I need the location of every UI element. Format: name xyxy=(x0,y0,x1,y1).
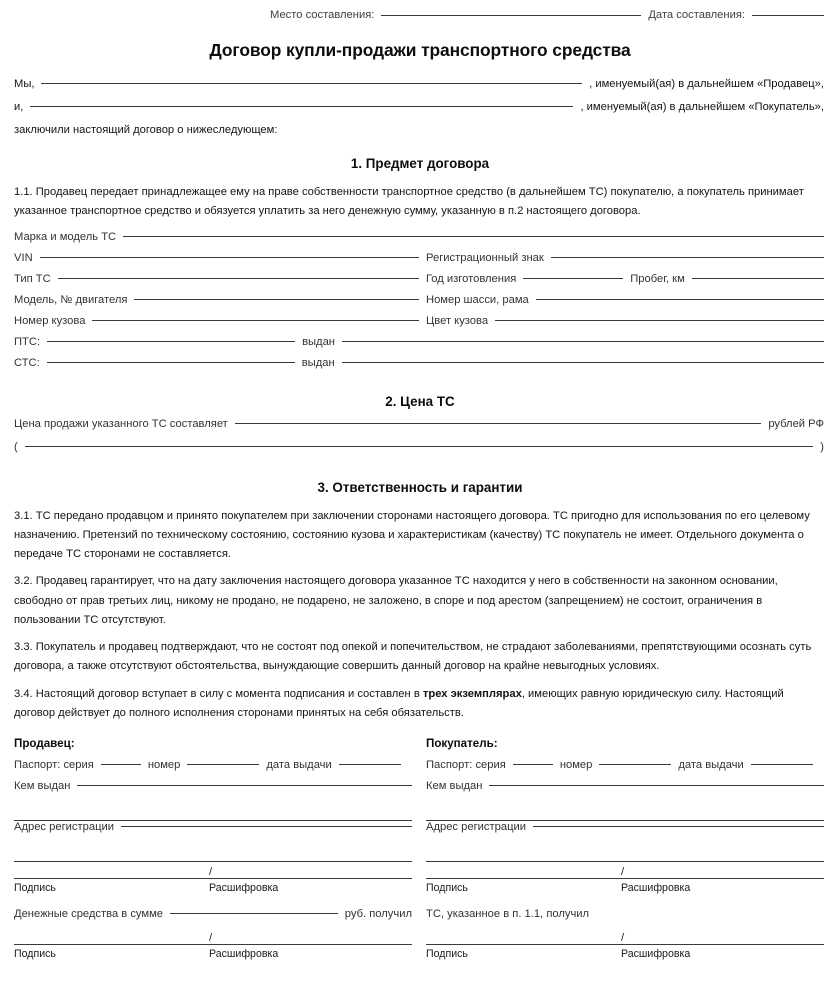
date-of-issue-label: Дата составления: xyxy=(648,9,745,21)
pts-issued-input[interactable] xyxy=(342,341,824,342)
money-receipt-captions xyxy=(14,948,412,960)
seller-issued-by-row-2 xyxy=(14,801,412,821)
seller-signature-block xyxy=(14,737,412,894)
vehicle-receipt-slash-separator: / xyxy=(621,932,625,945)
paren-open: ( xyxy=(14,440,18,453)
buyer-issued-by-label: Кем выдан xyxy=(426,780,483,793)
vehicle-received-label: ТС, указанное в п. 1.1, получил xyxy=(426,908,590,921)
seller-intro-row xyxy=(14,78,824,90)
clause-3-4-text xyxy=(0,685,840,724)
buyer-passport-number-input[interactable] xyxy=(599,764,671,765)
buyer-signature-caption: Подпись xyxy=(426,882,468,895)
body-color-input[interactable] xyxy=(495,320,824,321)
body-color-label: Цвет кузова xyxy=(426,314,489,327)
price-in-words-input[interactable] xyxy=(25,446,814,447)
vin-input[interactable] xyxy=(40,257,419,258)
buyer-address-row-2 xyxy=(426,842,824,862)
vehicle-receipt-block xyxy=(426,908,824,960)
price-amount-input[interactable] xyxy=(235,423,762,424)
buyer-designation-text: , именуемый(ая) в дальнейшем «Покупатель», xyxy=(580,101,824,113)
sts-input[interactable] xyxy=(47,362,295,363)
clause-3-3-text: 3.3. Покупатель и продавец подтверждают, что не состоят под опекой и попечительством, не страдают заболеваниями, препятствующими осознать суть договора, а также отсутствуют обстоятельства, вынуждающие совершить данный договор на крайне невыгодных условиях. xyxy=(14,641,812,673)
we-label: Мы, xyxy=(14,78,35,90)
buyer-name-field[interactable] xyxy=(30,106,573,107)
page-title: Договор купли-продажи транспортного средства xyxy=(209,40,631,60)
vehicle-receipt-signature-input[interactable] xyxy=(426,944,824,945)
vehicle-type-input[interactable] xyxy=(58,278,419,279)
section-2-title: 2. Цена ТС xyxy=(385,393,455,409)
buyer-issued-by-row xyxy=(426,780,824,801)
buyer-slash-separator: / xyxy=(621,866,625,879)
manufacture-year-label: Год изготовления xyxy=(426,272,517,285)
buyer-signature-input[interactable] xyxy=(426,878,824,879)
engine-model-number-input[interactable] xyxy=(134,299,419,300)
money-receipt-slash-separator: / xyxy=(209,932,213,945)
buyer-address-input[interactable] xyxy=(533,826,824,827)
seller-issued-by-input-2[interactable] xyxy=(14,820,412,821)
seller-passport-series-input[interactable] xyxy=(101,764,141,765)
seller-address-row-2 xyxy=(14,842,412,862)
money-receipt-decoding-caption: Расшифровка xyxy=(209,948,279,961)
pts-label: ПТС: xyxy=(14,335,41,348)
price-label: Цена продажи указанного ТС составляет xyxy=(14,417,228,430)
seller-passport-number-input[interactable] xyxy=(187,764,259,765)
seller-address-row xyxy=(14,821,412,842)
mileage-label: Пробег, км xyxy=(630,272,685,285)
make-model-label: Марка и модель ТС xyxy=(14,230,117,243)
seller-address-label: Адрес регистрации xyxy=(14,821,114,834)
mileage-input[interactable] xyxy=(692,278,824,279)
currency-label: рублей РФ xyxy=(768,417,824,430)
clause-3-2-text: 3.2. Продавец гарантирует, что на дату заключения настоящего договора указанное ТС находится у него в собственности на законном основании, свободно от прав третьих лиц, никому не продано, не подарено, не заложено, в споре и под арестом (запрещением) не состоит, ограничения в пользовании ТС отсутствуют. xyxy=(14,575,778,626)
field-row-type-year-mileage xyxy=(14,273,824,294)
money-receipt-block xyxy=(14,908,412,960)
body-number-label: Номер кузова xyxy=(14,314,86,327)
buyer-issue-date-label: дата выдачи xyxy=(678,759,744,772)
clause-3-1-text: 3.1. ТС передано продавцом и принято покупателем при заключении сторонами настоящего договора. ТС пригодно для использования по его целевому назначению. Претензий по техническому состоянию, состоянию кузова и характеристикам (качеству) ТС покупатель не имеет. Отдельного документа о передаче ТС сторонами не составляется. xyxy=(14,509,810,561)
seller-signature-caption: Подпись xyxy=(14,882,56,895)
clause-3-4-emphasis: трех экземплярах xyxy=(422,687,522,700)
make-model-input[interactable] xyxy=(123,236,824,237)
buyer-passport-series-input[interactable] xyxy=(513,764,553,765)
field-row-pts xyxy=(14,336,824,357)
parties-intro xyxy=(0,78,840,113)
section-1-title: 1. Предмет договора xyxy=(350,156,490,171)
seller-issue-date-label: дата выдачи xyxy=(266,759,332,772)
seller-issued-by-row xyxy=(14,780,412,801)
buyer-intro-row xyxy=(14,101,824,113)
buyer-issued-by-input[interactable] xyxy=(489,785,824,786)
chassis-number-input[interactable] xyxy=(536,299,824,300)
buyer-passport-number-label: номер xyxy=(559,759,593,772)
money-received-label: Денежные средства в сумме xyxy=(14,908,164,921)
buyer-signature-line xyxy=(426,862,824,879)
buyer-heading: Покупатель: xyxy=(426,737,498,751)
money-received-amount-input[interactable] xyxy=(170,913,338,914)
buyer-address-row xyxy=(426,821,824,842)
pts-issued-label: выдан xyxy=(302,335,335,348)
signature-blocks xyxy=(0,737,840,894)
registration-plate-input[interactable] xyxy=(551,257,824,258)
body-number-input[interactable] xyxy=(92,320,419,321)
intro-closing-text: заключили настоящий договор о нижеследующем: xyxy=(14,124,278,136)
place-of-issue-label: Место составления: xyxy=(270,9,375,21)
seller-heading: Продавец: xyxy=(14,737,75,751)
seller-signature-line xyxy=(14,862,412,879)
vehicle-receipt-row xyxy=(426,908,824,928)
vehicle-details-fields xyxy=(0,231,840,378)
clause-3-4-part-a: 3.4. Настоящий договор вступает в силу с момента подписания и составлен в xyxy=(14,687,423,700)
place-of-issue-field[interactable] xyxy=(381,15,641,16)
money-receipt-signature-input[interactable] xyxy=(14,944,412,945)
chassis-number-label: Номер шасси, рама xyxy=(426,293,529,306)
vin-label: VIN xyxy=(14,251,33,264)
vehicle-receipt-decoding-caption: Расшифровка xyxy=(621,948,691,961)
seller-slash-separator: / xyxy=(209,866,213,879)
field-row-engine-chassis xyxy=(14,294,824,315)
money-receipt-row xyxy=(14,908,412,928)
price-numeric-row xyxy=(14,418,824,441)
field-row-sts xyxy=(14,357,824,378)
seller-passport-label: Паспорт: серия xyxy=(14,759,94,772)
field-row-vin-plate xyxy=(14,252,824,273)
clause-1-1-text: 1.1. Продавец передает принадлежащее ему на праве собственности транспортное средство (в дальнейшем ТС) покупателю, а покупатель принимает указанное транспортное средство и обязуется уплатить за него денежную сумму, указанную в п.2 настоящего договора. xyxy=(14,186,804,218)
seller-name-field[interactable] xyxy=(41,83,582,84)
sts-label: СТС: xyxy=(14,356,40,369)
buyer-signature-block xyxy=(426,737,824,894)
and-label: и, xyxy=(14,101,24,113)
buyer-decoding-caption: Расшифровка xyxy=(621,882,691,895)
money-receipt-signature-caption: Подпись xyxy=(14,948,56,961)
buyer-issued-by-input-2[interactable] xyxy=(426,820,824,821)
seller-signature-captions xyxy=(14,882,412,894)
field-row-body-color xyxy=(14,315,824,336)
receipt-blocks xyxy=(0,908,840,960)
seller-address-input[interactable] xyxy=(121,826,412,827)
vehicle-receipt-signature-line xyxy=(426,928,824,945)
seller-passport-row xyxy=(14,759,412,780)
seller-passport-number-label: номер xyxy=(147,759,181,772)
vehicle-receipt-captions xyxy=(426,948,824,960)
seller-designation-text: , именуемый(ая) в дальнейшем «Продавец», xyxy=(589,78,824,90)
buyer-signature-captions xyxy=(426,882,824,894)
price-words-row xyxy=(14,441,824,464)
field-row-make-model xyxy=(14,231,824,252)
money-received-tail-label: руб. получил xyxy=(344,908,412,921)
date-of-issue-field[interactable] xyxy=(752,15,824,16)
buyer-passport-row xyxy=(426,759,824,780)
registration-plate-label: Регистрационный знак xyxy=(426,251,544,264)
seller-issue-date-input[interactable] xyxy=(339,764,401,765)
sts-issued-input[interactable] xyxy=(342,362,824,363)
pts-input[interactable] xyxy=(47,341,295,342)
manufacture-year-input[interactable] xyxy=(523,278,623,279)
section-3-title: 3. Ответственность и гарантии xyxy=(317,479,523,495)
buyer-passport-label: Паспорт: серия xyxy=(426,759,506,772)
seller-decoding-caption: Расшифровка xyxy=(209,882,279,895)
clause-3-4-part-b: , имеющих равную юридическую силу. Настоящий договор действует до полного исполнения сторонами принятых на себя обязательств. xyxy=(14,687,784,719)
buyer-address-label: Адрес регистрации xyxy=(426,821,526,834)
seller-signature-input[interactable] xyxy=(14,878,412,879)
seller-issued-by-label: Кем выдан xyxy=(14,780,71,793)
seller-issued-by-input[interactable] xyxy=(77,785,412,786)
document-header xyxy=(0,0,840,21)
vehicle-type-label: Тип ТС xyxy=(14,272,51,285)
price-block xyxy=(0,418,840,464)
buyer-issued-by-row-2 xyxy=(426,801,824,821)
sts-issued-label: выдан xyxy=(301,356,335,369)
money-receipt-signature-line xyxy=(14,928,412,945)
vehicle-receipt-signature-caption: Подпись xyxy=(426,948,468,961)
engine-model-number-label: Модель, № двигателя xyxy=(14,293,128,306)
paren-close: ) xyxy=(820,440,824,453)
buyer-issue-date-input[interactable] xyxy=(751,764,813,765)
